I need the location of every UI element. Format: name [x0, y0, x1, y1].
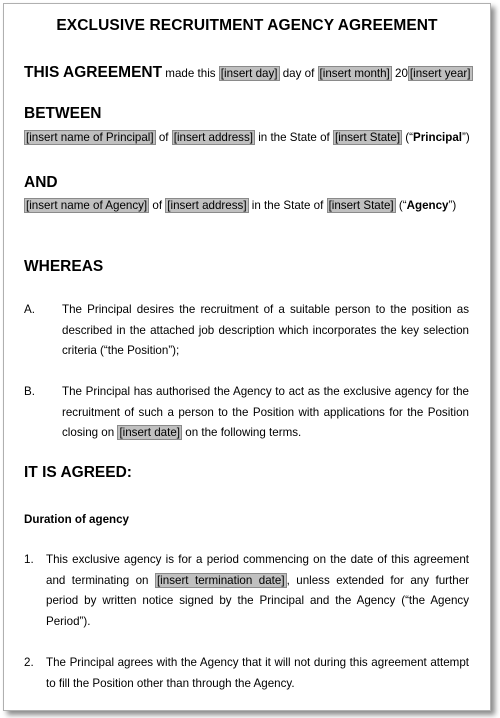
insert-principal-address-field[interactable]: [insert address]	[173, 131, 253, 144]
agency-text: (“	[395, 199, 407, 212]
and-heading: AND	[24, 174, 58, 191]
whereas-heading: WHEREAS	[24, 258, 104, 275]
insert-year-field[interactable]: [insert year]	[409, 67, 471, 80]
document-page	[3, 3, 491, 711]
recital-b-text: The Principal has authorised the Agency to act as the exclusive agency for the recruitment of such a person to the Position with applications for the Position closing on	[62, 385, 469, 439]
agency-text: in the State of	[248, 199, 327, 212]
clause-1-text: This exclusive agency is for a period commencing on the date of this agreement and terminating on	[46, 553, 469, 587]
agreed-heading: IT IS AGREED:	[24, 464, 132, 481]
agency-role: Agency	[406, 199, 449, 212]
clause-1-text: , unless extended for any further period by written notice signed by the Principal and the Agency (“the Agency Period”).	[46, 573, 470, 628]
clause-2-marker: 2.	[24, 656, 34, 669]
agreement-text: day of	[279, 67, 318, 80]
insert-termination-date-field[interactable]: [insert termination date]	[156, 573, 285, 587]
principal-text: in the State of	[254, 131, 333, 144]
recital-a-marker: A.	[24, 303, 35, 316]
insert-closing-date-field[interactable]: [insert date]	[119, 426, 181, 439]
insert-month-field[interactable]: [insert month]	[319, 67, 390, 80]
principal-line	[24, 131, 470, 144]
insert-agency-state-field[interactable]: [insert State]	[328, 199, 394, 212]
clause-2: The Principal agrees with the Agency that it will not during this agreement attempt to fill the Position other than through the Agency.	[46, 656, 469, 690]
between-heading: BETWEEN	[24, 105, 102, 122]
document-title: EXCLUSIVE RECRUITMENT AGENCY AGREEMENT	[56, 17, 438, 34]
agreement-line	[24, 64, 473, 82]
recital-b-marker: B.	[24, 385, 35, 398]
recital-b	[62, 382, 469, 444]
principal-role: Principal	[413, 131, 462, 144]
agreement-lead: THIS AGREEMENT	[24, 64, 163, 81]
recital-a: The Principal desires the recruitment of a suitable person to the position as described in the attached job description which incorporates the key selection criteria (“the Position”);	[62, 303, 469, 357]
recital-b-text: on the following terms.	[182, 426, 302, 439]
principal-text: (“	[402, 131, 414, 144]
agency-text: of	[149, 199, 166, 212]
insert-agency-name-field[interactable]: [insert name of Agency]	[26, 199, 148, 212]
principal-text: ”)	[462, 131, 470, 144]
principal-text: of	[155, 131, 172, 144]
insert-principal-name-field[interactable]: [insert name of Principal]	[26, 131, 154, 144]
insert-agency-address-field[interactable]: [insert address]	[167, 199, 247, 212]
insert-day-field[interactable]: [insert day]	[220, 67, 278, 80]
agency-text: ”)	[448, 199, 457, 212]
agreement-text: made this	[162, 67, 219, 80]
insert-principal-state-field[interactable]: [insert State]	[334, 131, 401, 144]
duration-subheading: Duration of agency	[24, 513, 130, 526]
clause-1	[46, 550, 469, 632]
clause-1-marker: 1.	[24, 553, 34, 566]
agency-line	[24, 199, 456, 212]
agreement-text: 20	[391, 67, 408, 80]
